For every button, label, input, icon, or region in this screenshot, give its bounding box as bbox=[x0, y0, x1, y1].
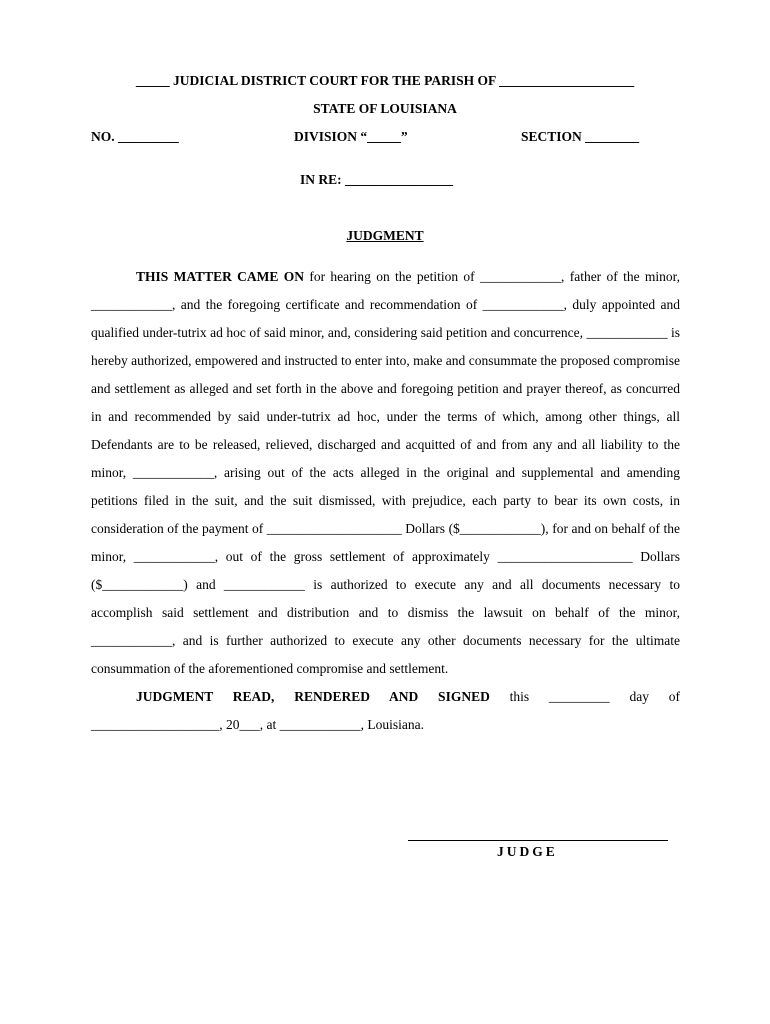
signing-text-a: this _________ day of bbox=[489, 689, 680, 704]
paragraph-text: for hearing on the petition of ____________, father of the minor, ____________, and the foregoing certificate and recommendation of ____________, duly appointed and qualified under-tutrix ad hoc of said minor, and, considering said petition and concurrence, ____________ is hereby authorized, empowered and instructed to enter into, make and consummate the proposed compromise and settlement as alleged and set forth in the above and foregoing petition and prayer thereof, as concurred in and recommended by said under-tutrix ad hoc, under the terms of which, among other things, all Defendants are to be released, relieved, discharged and acquitted of and from any and all liability to the minor, ____________, arising out of the acts alleged in the original and supplemental and amending petitions filed in the suit, and the suit dismissed, with prejudice, each party to bear its own costs, in consideration of the payment of ____________________ Dollars ($____________), for and on behalf of the minor, ____________, out of the gross settlement of approximately ____________________ Dollars ($____________) and ____________ is authorized to execute any and all documents necessary to accomplish said settlement and distribution and to dismiss the lawsuit on behalf of the minor, ____________, and is further authorized to execute any other documents necessary for the ultimate consummation of the aforementioned compromise and settlement. bbox=[91, 269, 680, 676]
in-re: IN RE: ________________ bbox=[300, 172, 454, 187]
signing-paragraph bbox=[91, 683, 680, 711]
division: DIVISION “_____” bbox=[294, 129, 408, 144]
signing-date-line: ___________________, 20___, at ____________, Louisiana. bbox=[91, 717, 424, 732]
judge-label: JUDGE bbox=[497, 844, 558, 859]
judgment-body bbox=[91, 263, 680, 739]
state-line: STATE OF LOUISIANA bbox=[313, 101, 457, 116]
signing-lead: JUDGMENT READ, RENDERED AND SIGNED bbox=[136, 689, 490, 704]
main-paragraph bbox=[91, 263, 680, 683]
court-header: _____ JUDICIAL DISTRICT COURT FOR THE PARISH OF ____________________ bbox=[135, 73, 635, 88]
case-number: NO. _________ bbox=[91, 129, 179, 144]
document-title: JUDGMENT bbox=[346, 228, 424, 243]
signature-line bbox=[408, 840, 668, 841]
section: SECTION ________ bbox=[521, 129, 640, 144]
paragraph-lead: THIS MATTER CAME ON bbox=[136, 269, 304, 284]
